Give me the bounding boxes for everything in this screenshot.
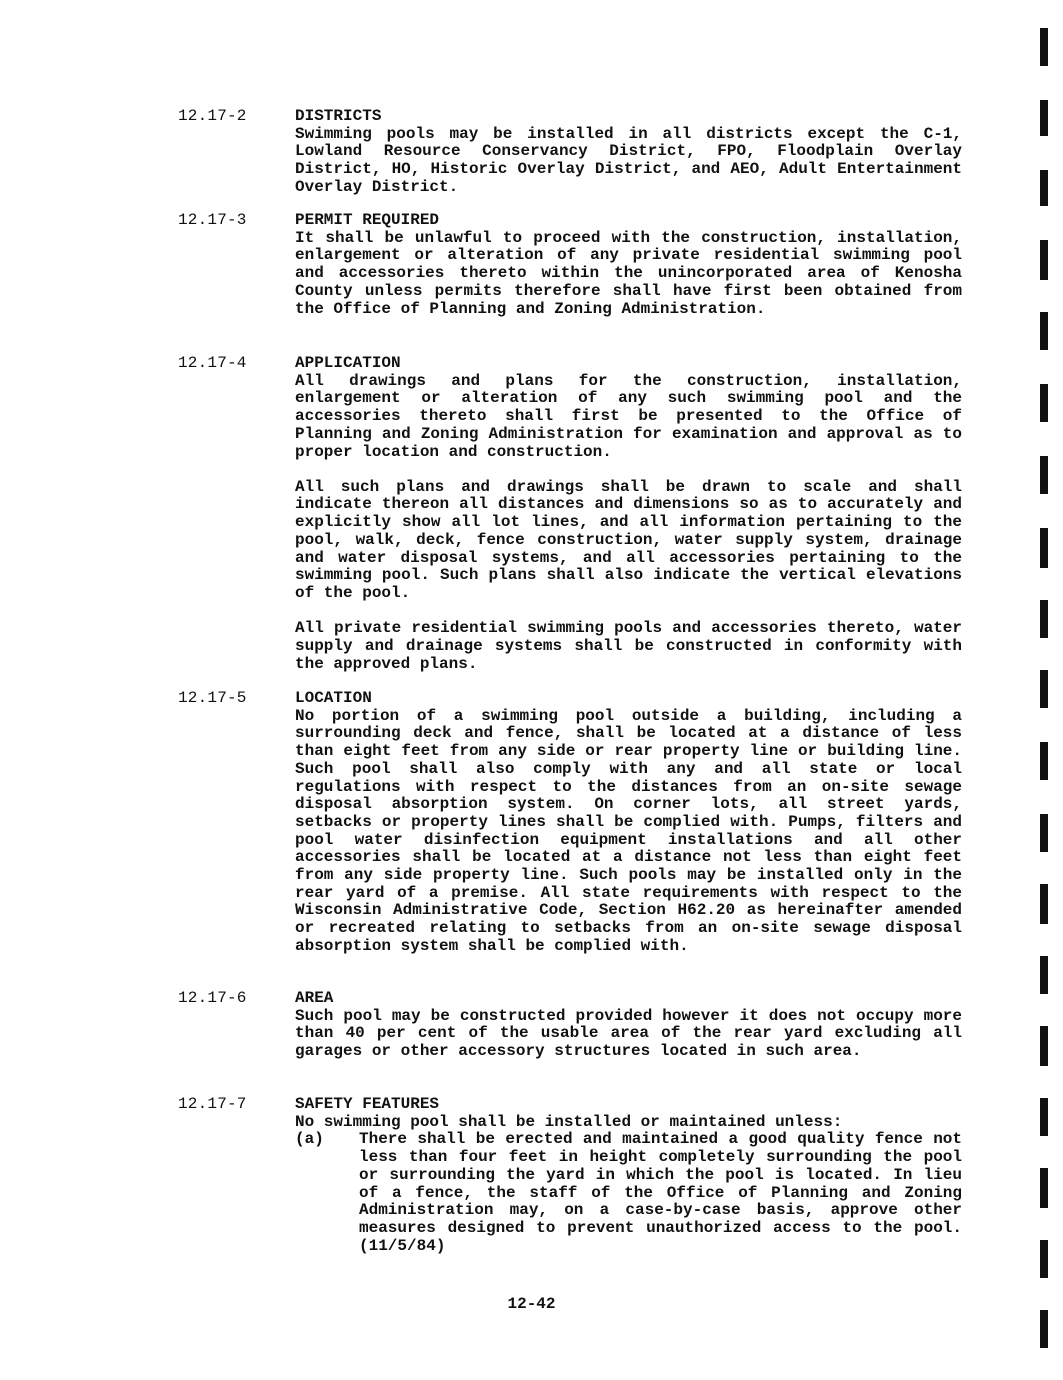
scan-edge-mark xyxy=(1040,956,1048,994)
section-heading: PERMIT REQUIRED xyxy=(295,211,440,229)
scan-edge-mark xyxy=(1040,742,1048,780)
section-paragraph: It shall be unlawful to proceed with the construction, installation, enlargement or alteration of any private residential swimming pool and accessories thereto within the unincorporated area of Kenosha County unless permits therefore shall have first been obtained from the Office of Planning and Zoning Administration. xyxy=(295,228,962,318)
scan-edge-mark xyxy=(1040,528,1048,568)
section-number: 12.17-6 xyxy=(178,989,247,1007)
section-heading: LOCATION xyxy=(295,689,372,707)
section-paragraph: All private residential swimming pools and accessories thereto, water supply and drainage systems shall be constructed in conformity with the approved plans. xyxy=(295,619,962,673)
scan-edge-mark xyxy=(1040,1026,1048,1066)
section-paragraph: Swimming pools may be installed in all districts except the C-1, Lowland Resource Conservancy District, FPO, Floodplain Overlay District, HO, Historic Overlay District, and AEO, Adult Entertainment Overlay District. xyxy=(295,124,962,196)
section-heading: SAFETY FEATURES xyxy=(295,1095,440,1113)
page-number: 12-42 xyxy=(507,1295,556,1313)
section-paragraph: Such pool may be constructed provided however it does not occupy more than 40 per cent of the usable area of the rear yard excluding all garages or other accessory structures located in such area. xyxy=(295,1006,962,1061)
scan-edge-mark xyxy=(1040,600,1048,638)
section-heading: DISTRICTS xyxy=(295,107,382,125)
scan-edge-mark xyxy=(1040,670,1048,708)
scan-edge-mark xyxy=(1040,1240,1048,1278)
scan-edge-mark xyxy=(1040,456,1048,494)
scan-edge-mark xyxy=(1040,1168,1048,1208)
scan-edge-mark xyxy=(1040,170,1048,206)
scan-edge-mark xyxy=(1040,814,1048,852)
section-paragraph: No swimming pool shall be installed or maintained unless: xyxy=(295,1112,843,1131)
section-number: 12.17-2 xyxy=(178,107,247,125)
section-body xyxy=(295,108,962,197)
section-paragraph: All such plans and drawings shall be drawn to scale and shall indicate thereon all distances and dimensions so as to accurately and explicitly show all lot lines, and all information pertaining to the pool, walk, deck, fence construction, water supply system, drainage and water disposal systems, and all accessories pertaining to the swimming pool. Such plans shall also indicate the vertical elevations of the pool. xyxy=(295,477,962,602)
scan-edge-mark xyxy=(1040,884,1048,924)
section-number: 12.17-5 xyxy=(178,689,247,707)
scan-edge-mark xyxy=(1040,312,1048,350)
section-number: 12.17-7 xyxy=(178,1095,247,1113)
section-paragraph: No portion of a swimming pool outside a building, including a surrounding deck and fence, shall be located at a distance of less than eight feet from any side or rear property line or building line. Such pool shall also comply with any and all state or local regulations with respect to the distances from an on-site sewage disposal absorption system. On corner lots, all street yards, setbacks or property lines shall be complied with. Pumps, filters and pool water disinfection equipment installations and all other accessories shall be located at a distance not less than eight feet from any side property line. Such pools may be installed only in the rear yard of a premise. All state requirements with respect to the Wisconsin Administrative Code, Section H62.20 as hereinafter amended or recreated relating to setbacks from an on-site sewage disposal absorption system shall be complied with. xyxy=(295,706,962,955)
scan-edge-mark xyxy=(1040,384,1048,422)
section-body xyxy=(295,690,962,956)
section-body xyxy=(295,990,962,1061)
list-item xyxy=(295,1131,962,1255)
section-number: 12.17-4 xyxy=(178,354,247,372)
list-item-text: There shall be erected and maintained a good quality fence not less than four feet in height completely surrounding the pool or surrounding the yard in which the pool is located. In lieu of a fence, the staff of the Office of Planning and Zoning Administration may, on a case-by-case basis, approve other measures designed to prevent unauthorized access to the pool. (11/5/84) xyxy=(359,1130,962,1255)
section-heading: APPLICATION xyxy=(295,354,401,372)
scan-edge-mark xyxy=(1040,100,1048,136)
section-body xyxy=(295,1096,962,1255)
scan-edge-mark xyxy=(1040,1310,1048,1348)
scan-edge-mark xyxy=(1040,1098,1048,1136)
section-heading: AREA xyxy=(295,989,334,1007)
section-paragraph: All drawings and plans for the construction, installation, enlargement or alteration of any such swimming pool and the accessories thereto shall first be presented to the Office of Planning and Zoning Administration for examination and approval as to proper location and construction. xyxy=(295,371,962,461)
list-item-marker: (a) xyxy=(295,1130,324,1149)
scan-edge-mark xyxy=(1040,240,1048,280)
section-body xyxy=(295,355,962,673)
section-body xyxy=(295,212,962,318)
section-number: 12.17-3 xyxy=(178,211,247,229)
scan-edge-mark xyxy=(1040,28,1048,66)
